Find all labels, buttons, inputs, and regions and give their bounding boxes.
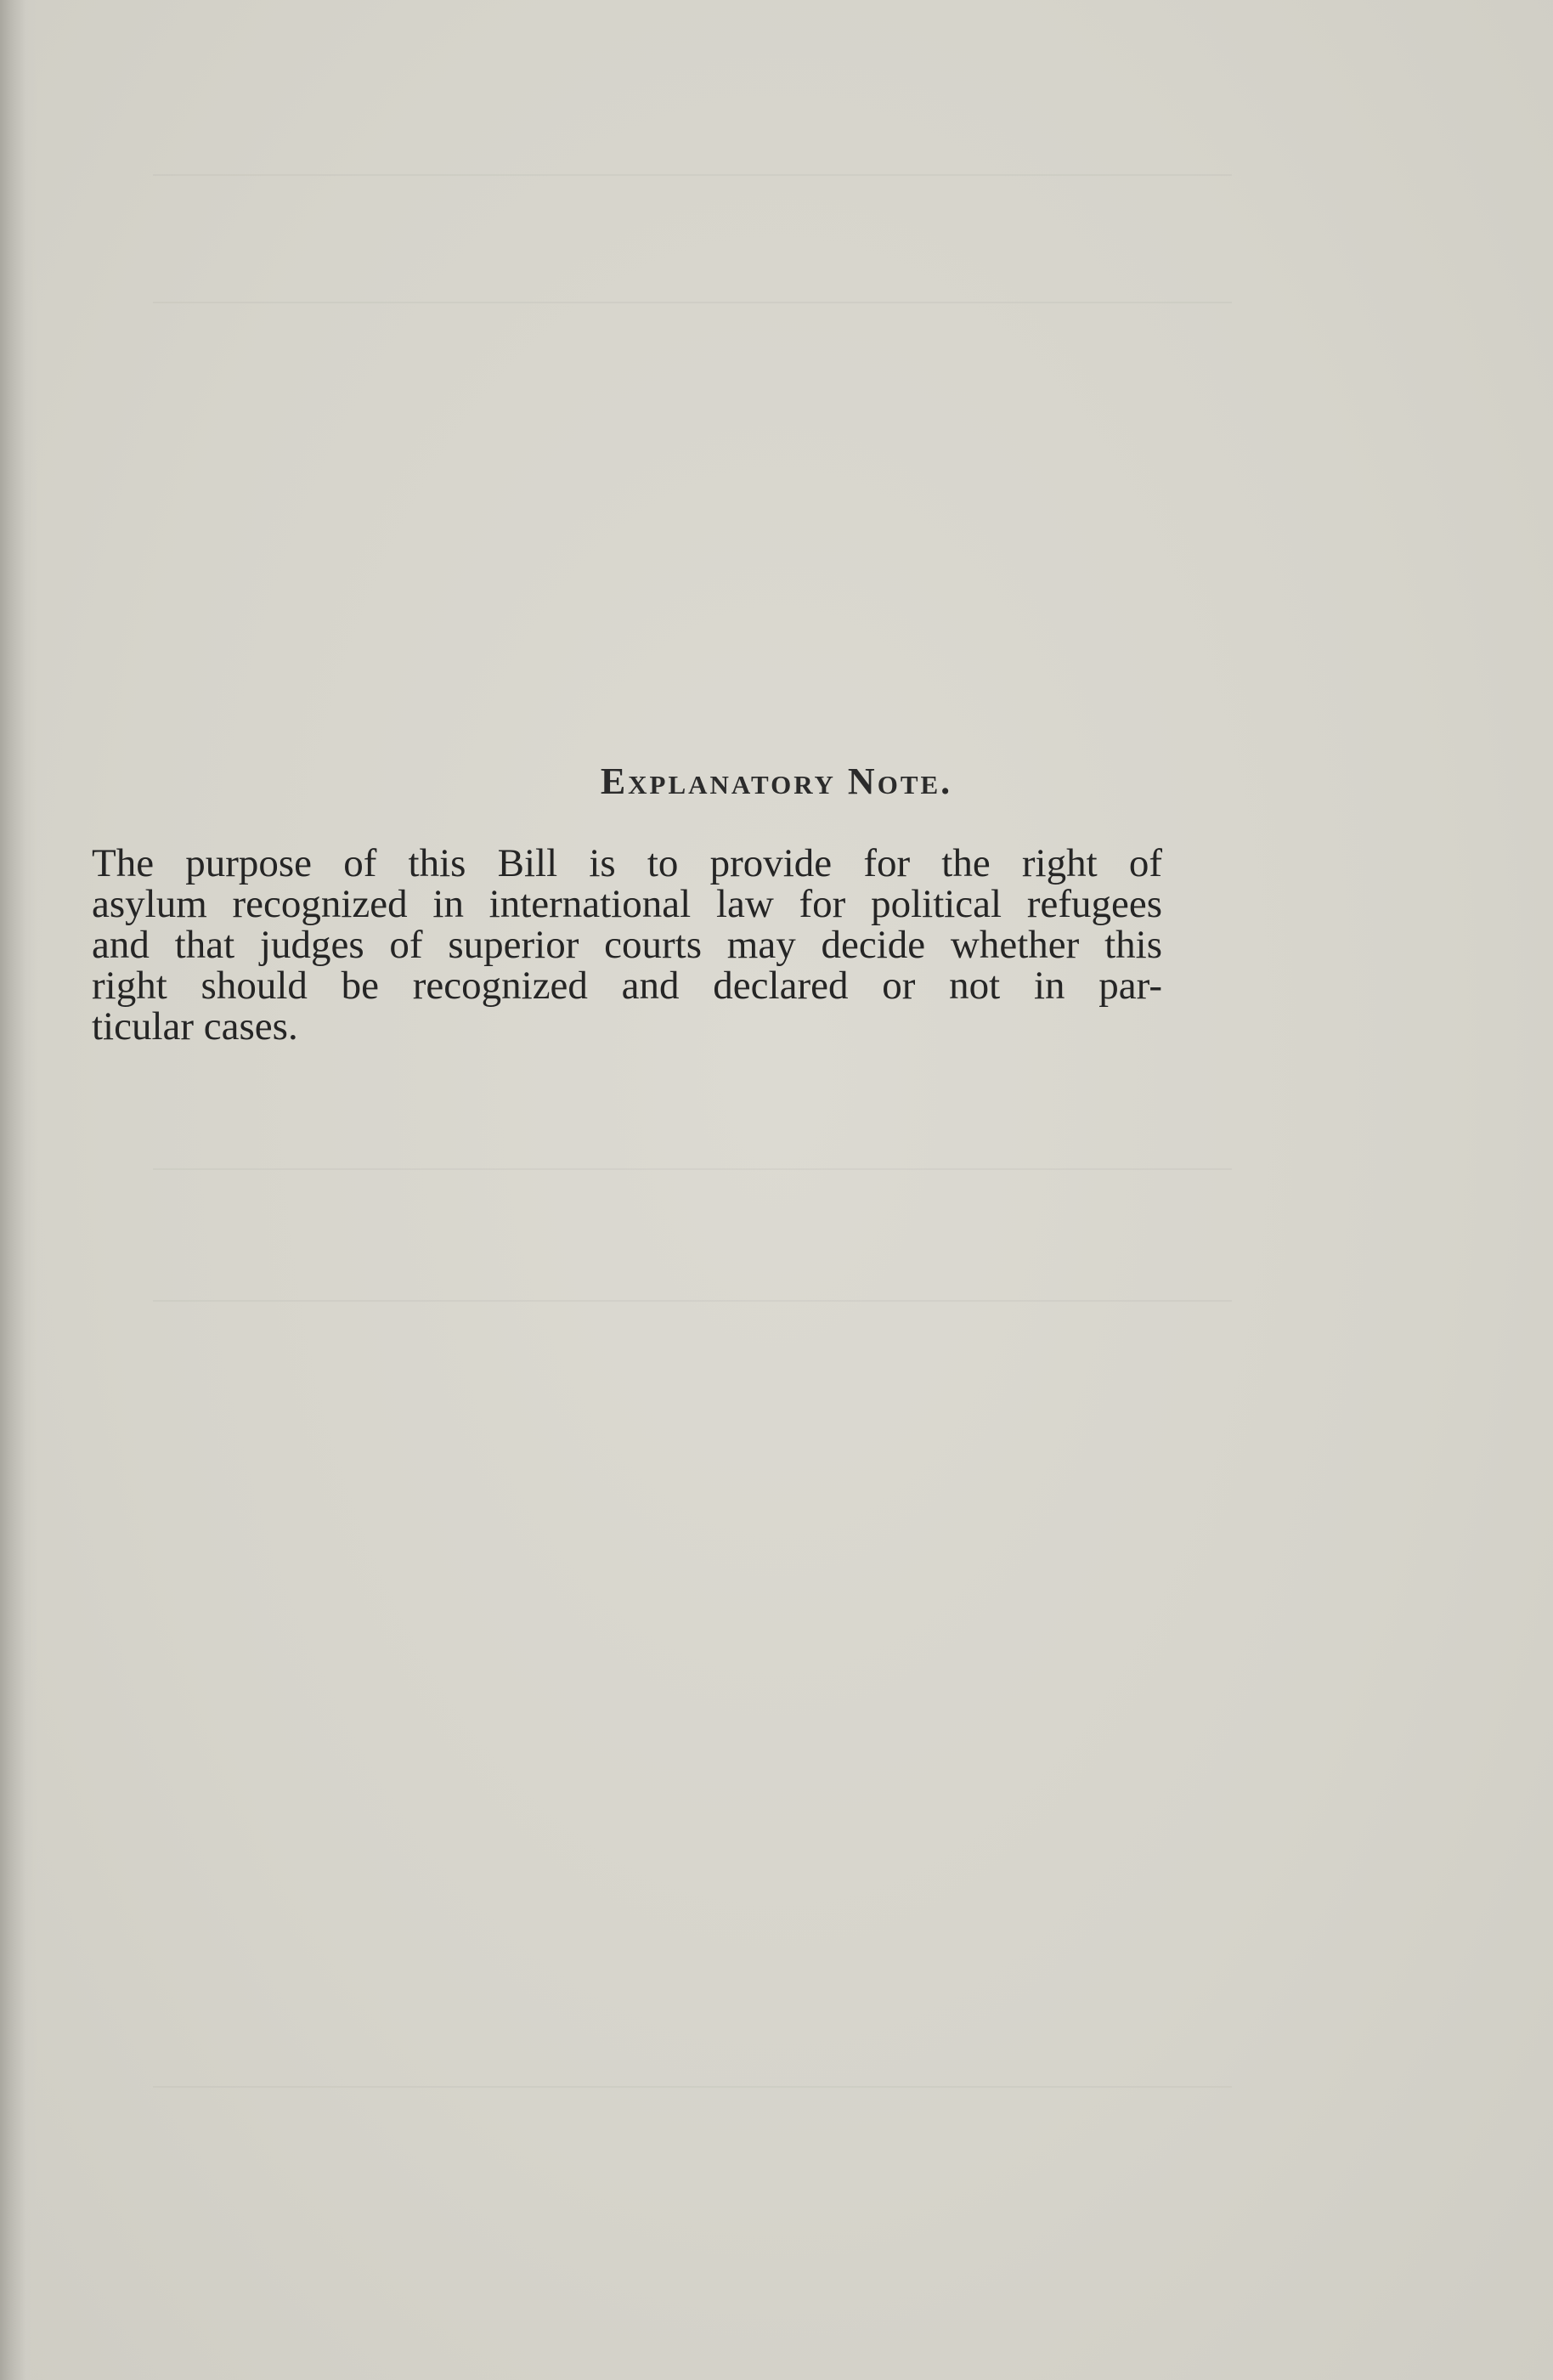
showthrough-rule: [153, 1168, 1232, 1170]
showthrough-rule: [153, 2086, 1232, 2088]
paragraph-line: right should be recognized and declared or not in par-: [92, 964, 1162, 1008]
binding-shadow: [0, 0, 37, 2380]
paragraph-line: The purpose of this Bill is to provide for the right of: [92, 841, 1162, 885]
explanatory-note-paragraph: [92, 843, 1162, 1047]
explanatory-note-heading: Explanatory Note.: [600, 760, 953, 802]
paragraph-line: ticular cases.: [92, 1004, 298, 1049]
paragraph-line: asylum recognized in international law for political refugees: [92, 882, 1162, 926]
showthrough-rule: [153, 1300, 1232, 1302]
showthrough-rule: [153, 302, 1232, 303]
showthrough-rule: [153, 174, 1232, 176]
paragraph-line: and that judges of superior courts may decide whether this: [92, 923, 1162, 967]
